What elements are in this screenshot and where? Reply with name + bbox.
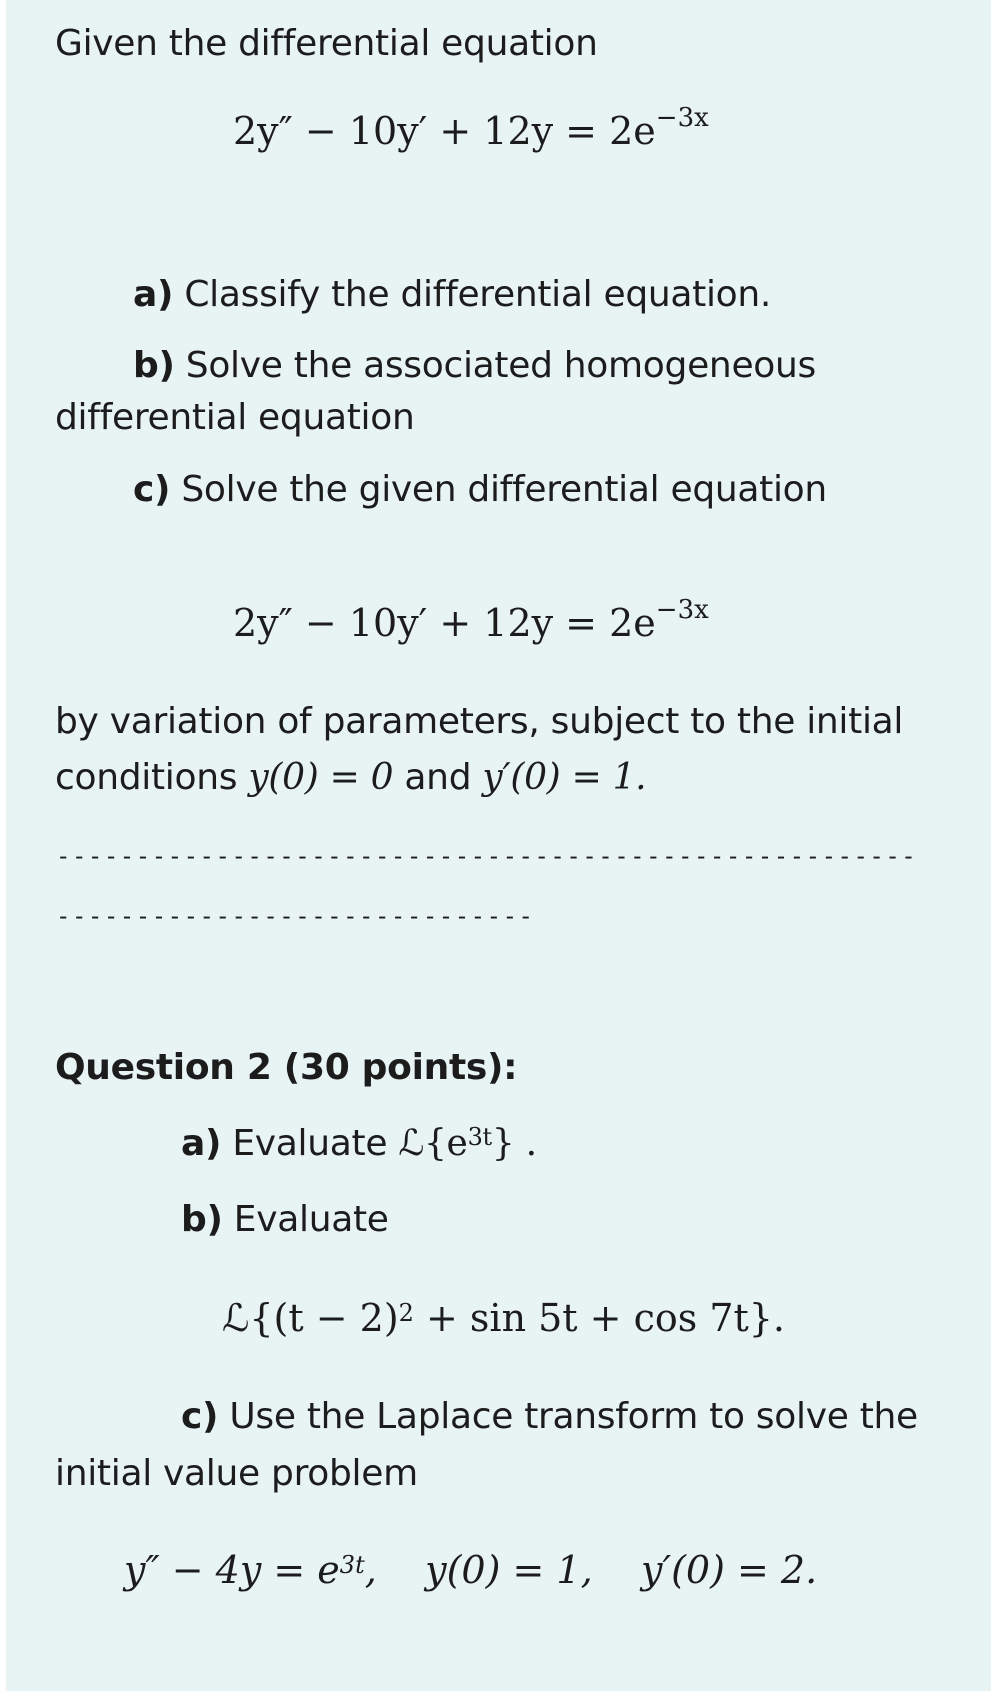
q2-b-expression — [222, 1295, 785, 1346]
q1-b-label: b) — [133, 345, 175, 386]
equation-2 — [233, 595, 709, 651]
q2-b-label: b) — [181, 1199, 223, 1240]
q2-a-math — [398, 1123, 536, 1164]
ivp-pre: y″ − 4y = e — [124, 1548, 340, 1592]
equation-1-exponent: −3x — [655, 103, 709, 133]
q2-a-label: a) — [181, 1123, 222, 1164]
document-page — [6, 0, 991, 1691]
q1-b-text-line2: differential equation — [55, 397, 415, 438]
q1-part-b — [133, 344, 816, 388]
initial-condition-2: y′(0) = 1. — [482, 757, 647, 798]
q1-part-c — [133, 468, 827, 512]
ivp-post: , y(0) = 1, y′(0) = 2. — [364, 1548, 818, 1592]
q1-c-text: Solve the given differential equation — [181, 469, 827, 510]
initial-condition-1: y(0) = 0 — [248, 757, 394, 798]
separator-line-2: ------------------------------ — [56, 902, 535, 930]
separator-line-1: ------------------------------------------------------ — [56, 842, 918, 870]
q1-b-text-line1: Solve the associated homogeneous — [185, 345, 816, 386]
question-2-heading: Question 2 (30 points): — [55, 1047, 518, 1088]
q1-vp-line2 — [55, 756, 646, 800]
equation-1-body: 2y″ − 10y′ + 12y = 2e — [233, 109, 656, 153]
q2-c-text-line1: Use the Laplace transform to solve the — [229, 1396, 918, 1437]
q1-a-label: a) — [133, 274, 174, 315]
intro-text: Given the differential equation — [55, 23, 598, 64]
equation-2-body: 2y″ − 10y′ + 12y = 2e — [233, 601, 656, 645]
q2-c-label: c) — [181, 1396, 219, 1437]
q2-a-text: Evaluate — [232, 1123, 388, 1164]
q2-a-math-post: } . — [491, 1123, 537, 1164]
q1-part-a — [133, 273, 771, 317]
ivp-exp: 3t — [339, 1551, 365, 1579]
equation-1 — [233, 103, 709, 159]
q2-part-a — [181, 1122, 537, 1169]
q1-c-label: c) — [133, 469, 171, 510]
conditions-word: conditions — [55, 757, 238, 798]
q2-part-c — [181, 1395, 918, 1439]
q2-a-math-pre: ℒ{e — [398, 1123, 468, 1164]
q2-a-math-exp: 3t — [467, 1123, 492, 1151]
q2-b-text: Evaluate — [233, 1199, 389, 1240]
q2-b-math-pre: ℒ{(t − 2) — [222, 1296, 399, 1340]
q2-c-text-line2: initial value problem — [55, 1453, 418, 1494]
equation-2-exponent: −3x — [655, 595, 709, 625]
ivp-expression — [124, 1547, 817, 1598]
q1-a-text: Classify the differential equation. — [184, 274, 772, 315]
q2-b-math-post: + sin 5t + cos 7t}. — [413, 1296, 786, 1340]
and-word: and — [404, 757, 472, 798]
q2-part-b — [181, 1198, 389, 1242]
q1-vp-line1: by variation of parameters, subject to the initial — [55, 701, 904, 742]
q2-b-math-exp: 2 — [398, 1299, 414, 1327]
